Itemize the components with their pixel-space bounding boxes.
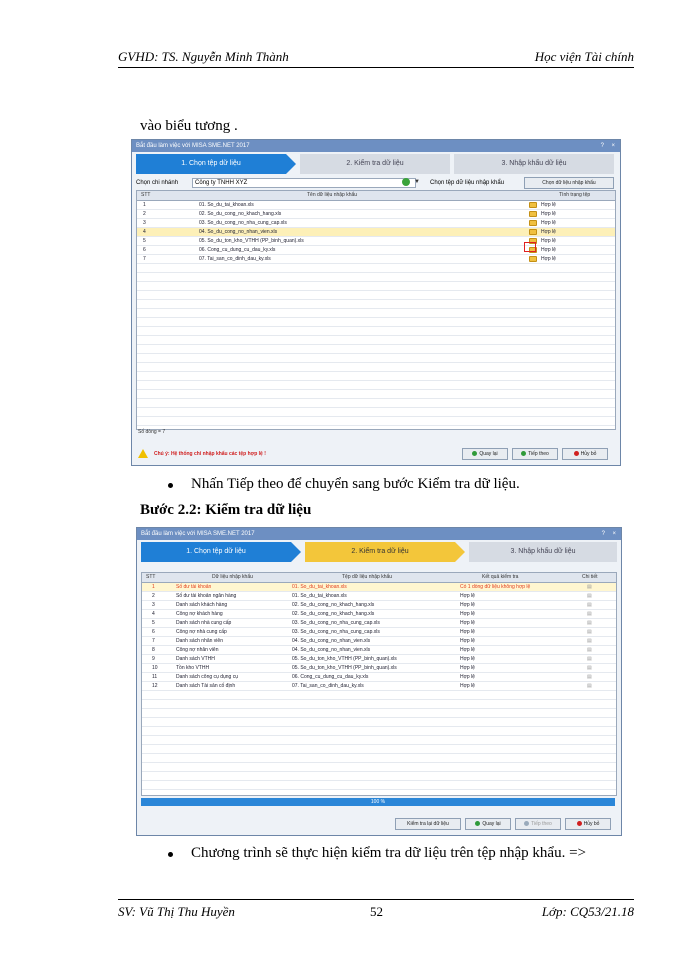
- table-row[interactable]: [142, 610, 616, 619]
- highlight-box: [524, 242, 536, 252]
- close-icon[interactable]: ×: [611, 143, 615, 149]
- row-result: Có 1 dòng dữ liệu không hợp lệ: [460, 584, 531, 590]
- detail-icon[interactable]: ▤: [587, 665, 592, 671]
- row-status: Hợp lệ: [541, 211, 556, 217]
- row-data: Danh sách nhân viên: [176, 638, 223, 644]
- empty-row: [137, 354, 615, 363]
- col-result: Kết quả kiểm tra: [482, 574, 519, 580]
- table-row[interactable]: [142, 673, 616, 682]
- row-result: Hợp lệ: [460, 683, 475, 689]
- empty-row: [142, 718, 616, 727]
- bullet-text: Chương trình sẽ thực hiện kiểm tra dữ liệu trên tệp nhập khẩu. =>: [191, 845, 586, 861]
- empty-row: [137, 390, 615, 399]
- row-data: Danh sách nhà cung cấp: [176, 620, 232, 626]
- row-file: 04. So_du_cong_no_nhan_vien.xls: [292, 647, 371, 653]
- empty-row: [137, 318, 615, 327]
- row-stt: 5: [152, 620, 155, 626]
- row-data: Công nợ nhân viên: [176, 647, 219, 653]
- close-icon[interactable]: ×: [612, 531, 616, 537]
- step-1-tab[interactable]: 1. Chọn tệp dữ liệu: [136, 154, 286, 174]
- row-status: Hợp lệ: [541, 247, 556, 253]
- table-row[interactable]: [142, 646, 616, 655]
- row-result: Hợp lệ: [460, 638, 475, 644]
- row-stt: 12: [152, 683, 158, 689]
- table-row[interactable]: [142, 628, 616, 637]
- wizard-steps: [137, 542, 621, 564]
- empty-row: [137, 417, 615, 426]
- branch-select[interactable]: Công ty TNHH XYZ: [192, 178, 416, 188]
- table-row[interactable]: [142, 664, 616, 673]
- col-stt: STT: [146, 574, 156, 580]
- header-left: GVHD: TS. Nguyễn Minh Thành: [118, 49, 289, 64]
- row-data: Công nợ nhà cung cấp: [176, 629, 227, 635]
- folder-icon[interactable]: [529, 201, 537, 209]
- empty-row: [142, 709, 616, 718]
- import-window-step2: [136, 527, 622, 836]
- empty-row: [137, 327, 615, 336]
- table-row[interactable]: [137, 237, 615, 246]
- row-file: 02. So_du_cong_no_khach_hang.xls: [292, 611, 375, 617]
- table-row[interactable]: [137, 219, 615, 228]
- empty-row: [137, 300, 615, 309]
- step-arrow: [455, 542, 465, 562]
- col-stt: STT: [141, 192, 151, 198]
- row-result: Hợp lệ: [460, 611, 475, 617]
- window-title-bar: [137, 528, 621, 540]
- empty-row: [142, 781, 616, 790]
- empty-row: [137, 273, 615, 282]
- row-stt: 2: [152, 593, 155, 599]
- header-right: Học viện Tài chính: [534, 49, 634, 64]
- table-row[interactable]: [137, 246, 615, 255]
- window-title-bar: [132, 140, 620, 152]
- detail-icon[interactable]: ▤: [587, 638, 592, 644]
- detail-icon[interactable]: ▤: [587, 584, 592, 590]
- row-stt: 3: [143, 220, 146, 226]
- add-icon[interactable]: [402, 178, 410, 186]
- row-file-name: 04. So_du_cong_no_nhan_vien.xls: [199, 229, 278, 235]
- row-file-name: 01. So_du_tai_khoan.xls: [199, 202, 254, 208]
- empty-row: [142, 736, 616, 745]
- empty-row: [142, 754, 616, 763]
- bullet-dot: [168, 852, 173, 857]
- row-file-name: 05. So_du_ton_kho_VTHH (PP_binh_quan).xls: [199, 238, 304, 244]
- row-file-name: 02. So_du_cong_no_khach_hang.xls: [199, 211, 282, 217]
- empty-row: [137, 363, 615, 372]
- table-body: [137, 201, 615, 426]
- recheck-button[interactable]: Kiểm tra lại dữ liệu: [395, 818, 461, 830]
- detail-icon[interactable]: ▤: [587, 602, 592, 608]
- row-stt: 11: [152, 674, 158, 680]
- cancel-button[interactable]: Hủy bỏ: [565, 818, 611, 830]
- row-stt: 6: [152, 629, 155, 635]
- page-header: [118, 49, 634, 65]
- table-body: [142, 583, 616, 796]
- empty-row: [142, 745, 616, 754]
- row-stt: 7: [143, 256, 146, 262]
- table-row[interactable]: [142, 637, 616, 646]
- row-status: Hợp lệ: [541, 220, 556, 226]
- empty-row: [142, 790, 616, 796]
- check-table: [141, 572, 617, 796]
- file-label: Chọn tệp dữ liệu nhập khẩu: [430, 180, 505, 186]
- warning-icon: [138, 449, 148, 458]
- detail-icon[interactable]: ▤: [587, 620, 592, 626]
- empty-row: [142, 727, 616, 736]
- row-file: 03. So_du_cong_no_nha_cung_cap.xls: [292, 620, 380, 626]
- empty-row: [137, 336, 615, 345]
- table-row[interactable]: [137, 201, 615, 210]
- empty-row: [137, 372, 615, 381]
- intro-text: vào biểu tương .: [140, 118, 238, 134]
- row-file-name: 06. Cong_cu_dung_cu_dau_ky.xls: [199, 247, 276, 253]
- step-2-tab[interactable]: 2. Kiểm tra dữ liệu: [300, 154, 450, 174]
- row-data: Danh sách khách hàng: [176, 602, 228, 608]
- row-data: Công nợ khách hàng: [176, 611, 223, 617]
- footer-rule: [118, 899, 634, 900]
- col-detail: Chi tiết: [582, 574, 598, 580]
- step-arrow: [286, 154, 296, 174]
- selection-row: [132, 176, 620, 190]
- row-status: Hợp lệ: [541, 238, 556, 244]
- empty-row: [137, 345, 615, 354]
- row-file: 01. So_du_tai_khoan.xls: [292, 593, 347, 599]
- row-result: Hợp lệ: [460, 647, 475, 653]
- row-stt: 8: [152, 647, 155, 653]
- footer-right: Lớp: CQ53/21.18: [541, 904, 634, 919]
- empty-row: [142, 763, 616, 772]
- folder-icon[interactable]: [529, 228, 537, 236]
- window-title: Bắt đầu làm việc với MISA SME.NET 2017: [141, 531, 255, 537]
- import-window-step1: [131, 139, 621, 466]
- empty-row: [142, 700, 616, 709]
- col-name: Tên dữ liệu nhập khẩu: [307, 192, 358, 198]
- row-result: Hợp lệ: [460, 620, 475, 626]
- footer-left: SV: Vũ Thị Thu Huyền: [118, 904, 235, 919]
- table-row[interactable]: [142, 682, 616, 691]
- row-stt: 5: [143, 238, 146, 244]
- warning-text: Chú ý: Hệ thống chỉ nhập khẩu các tệp hợp lệ !: [154, 451, 266, 457]
- progress-bar: 100 %: [141, 798, 615, 806]
- row-result: Hợp lệ: [460, 593, 475, 599]
- row-stt: 7: [152, 638, 155, 644]
- branch-label: Chọn chi nhánh: [136, 180, 179, 186]
- section-heading: Bước 2.2: Kiểm tra dữ liệu: [140, 502, 312, 518]
- cancel-button[interactable]: Hủy bỏ: [562, 448, 608, 460]
- back-button[interactable]: Quay lại: [465, 818, 511, 830]
- row-data: Số dư tài khoản: [176, 584, 212, 590]
- detail-icon[interactable]: ▤: [587, 674, 592, 680]
- empty-row: [142, 691, 616, 700]
- empty-row: [137, 264, 615, 273]
- col-file: Tệp dữ liệu nhập khẩu: [342, 574, 393, 580]
- row-stt: 4: [152, 611, 155, 617]
- bullet-dot: [168, 483, 173, 488]
- detail-icon[interactable]: ▤: [587, 683, 592, 689]
- row-data: Tồn kho VTHH: [176, 665, 210, 671]
- header-rule: [118, 67, 634, 68]
- bullet-text: Nhấn Tiếp theo để chuyển sang bước Kiểm tra dữ liệu.: [191, 476, 520, 492]
- choose-file-button[interactable]: Chọn dữ liệu nhập khẩu: [524, 177, 614, 189]
- row-count: Số dòng = 7: [138, 429, 166, 435]
- folder-icon[interactable]: [529, 219, 537, 227]
- help-icon[interactable]: ?: [601, 531, 605, 537]
- row-stt: 3: [152, 602, 155, 608]
- row-stt: 6: [143, 247, 146, 253]
- table-row[interactable]: [137, 255, 615, 264]
- table-row[interactable]: [137, 228, 615, 237]
- row-status: Hợp lệ: [541, 256, 556, 262]
- table-row[interactable]: [142, 619, 616, 628]
- step-3-tab[interactable]: 3. Nhập khẩu dữ liệu: [469, 542, 617, 562]
- row-stt: 10: [152, 665, 158, 671]
- detail-icon[interactable]: ▤: [587, 647, 592, 653]
- help-icon[interactable]: ?: [600, 143, 604, 149]
- step-2-tab[interactable]: 2. Kiểm tra dữ liệu: [305, 542, 455, 562]
- back-button[interactable]: Quay lại: [462, 448, 508, 460]
- empty-row: [137, 309, 615, 318]
- row-status: Hợp lệ: [541, 229, 556, 235]
- detail-icon[interactable]: ▤: [587, 656, 592, 662]
- chevron-down-icon[interactable]: ▼: [414, 179, 420, 185]
- row-data: Danh sách công cụ dụng cụ: [176, 674, 238, 680]
- row-file: 06. Cong_cu_dung_cu_dau_ky.xls: [292, 674, 369, 680]
- table-header: [137, 191, 615, 201]
- row-file: 05. So_du_ton_kho_VTHH (PP_binh_quan).xls: [292, 665, 397, 671]
- empty-row: [137, 381, 615, 390]
- row-stt: 1: [143, 202, 146, 208]
- row-data: Danh sách VTHH: [176, 656, 215, 662]
- file-table: [136, 190, 616, 430]
- col-status: Tình trạng tệp: [559, 192, 591, 198]
- empty-row: [137, 282, 615, 291]
- window-title: Bắt đầu làm việc với MISA SME.NET 2017: [136, 143, 250, 149]
- row-file: 02. So_du_cong_no_khach_hang.xls: [292, 602, 375, 608]
- row-file: 05. So_du_ton_kho_VTHH (PP_binh_quan).xls: [292, 656, 397, 662]
- page-footer: [118, 904, 634, 920]
- row-file: 07. Tai_san_co_dinh_dau_ky.xls: [292, 683, 364, 689]
- empty-row: [137, 399, 615, 408]
- row-result: Hợp lệ: [460, 629, 475, 635]
- step-1-tab[interactable]: 1. Chọn tệp dữ liệu: [141, 542, 291, 562]
- table-row[interactable]: [137, 210, 615, 219]
- empty-row: [142, 772, 616, 781]
- folder-icon[interactable]: [529, 255, 537, 263]
- row-file-name: 03. So_du_cong_no_nha_cung_cap.xls: [199, 220, 287, 226]
- table-header: [142, 573, 616, 583]
- row-file: 01. So_du_tai_khoan.xls: [292, 584, 347, 590]
- folder-icon[interactable]: [529, 210, 537, 218]
- step-3-tab[interactable]: 3. Nhập khẩu dữ liệu: [454, 154, 614, 174]
- table-row[interactable]: [142, 655, 616, 664]
- next-button[interactable]: Tiếp theo: [515, 818, 561, 830]
- row-stt: 2: [143, 211, 146, 217]
- detail-icon[interactable]: ▤: [587, 629, 592, 635]
- row-file: 03. So_du_cong_no_nha_cung_cap.xls: [292, 629, 380, 635]
- empty-row: [137, 291, 615, 300]
- row-file-name: 07. Tai_san_co_dinh_dau_ky.xls: [199, 256, 271, 262]
- table-row[interactable]: [142, 592, 616, 601]
- row-result: Hợp lệ: [460, 665, 475, 671]
- row-result: Hợp lệ: [460, 674, 475, 680]
- next-button[interactable]: Tiếp theo: [512, 448, 558, 460]
- table-row[interactable]: [142, 583, 616, 592]
- row-status: Hợp lệ: [541, 202, 556, 208]
- row-file: 04. So_du_cong_no_nhan_vien.xls: [292, 638, 371, 644]
- detail-icon[interactable]: ▤: [587, 611, 592, 617]
- row-stt: 9: [152, 656, 155, 662]
- row-result: Hợp lệ: [460, 602, 475, 608]
- row-stt: 1: [152, 584, 155, 590]
- table-row[interactable]: [142, 601, 616, 610]
- page-number: 52: [370, 904, 383, 919]
- empty-row: [137, 408, 615, 417]
- col-data: Dữ liệu nhập khẩu: [212, 574, 253, 580]
- detail-icon[interactable]: ▤: [587, 593, 592, 599]
- row-result: Hợp lệ: [460, 656, 475, 662]
- wizard-steps: [132, 154, 620, 176]
- row-data: Số dư tài khoản ngân hàng: [176, 593, 237, 599]
- row-data: Danh sách Tài sản cố định: [176, 683, 236, 689]
- step-arrow: [291, 542, 301, 562]
- row-stt: 4: [143, 229, 146, 235]
